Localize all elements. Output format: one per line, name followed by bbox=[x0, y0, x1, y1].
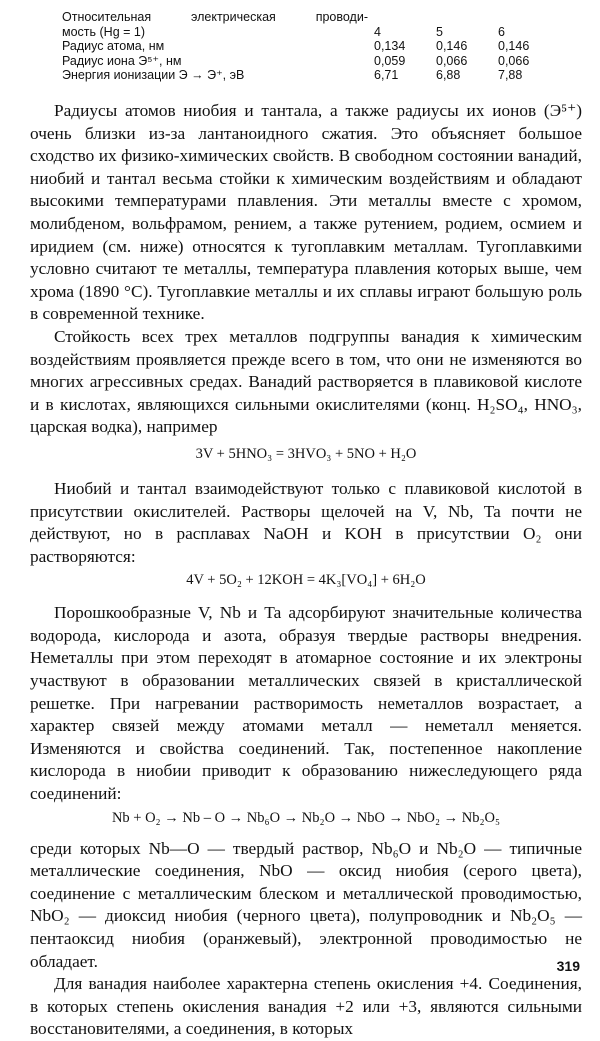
paragraph-oxidation-states: Для ванадия наиболее характерна степень окисления +4. Соединения, в которых степень окисления ванадия +2 или +3, являются сильными восстановителями, а соединения, в которых bbox=[30, 974, 582, 1039]
value-nb: 6,88 bbox=[436, 68, 461, 82]
value-v: 0,134 bbox=[374, 39, 406, 53]
row-label: Радиус иона Э⁵⁺, нм bbox=[62, 53, 182, 68]
equation-vanadium-nitric-acid: 3V + 5HNO₃ = 3HVO₃ + 5NO + H₂O bbox=[195, 445, 417, 462]
table-row bbox=[62, 54, 582, 69]
value-ta: 7,88 bbox=[498, 68, 523, 82]
table-row bbox=[62, 39, 582, 54]
paragraph-niobium-oxides: среди которых Nb—O — твердый раствор, Nb₆O и Nb₂O — типичные металлические соединения, NbO — оксид ниобия (серого цвета), соединение с металлическим блеском и металлической проводимостью, NbO₂ — диоксид ниобия (черного цвета), полупроводник и Nb₂O₅ — пентаоксид ниобия (оранжевый), электронной проводимостью не обладает. bbox=[30, 838, 582, 971]
value-v: 0,059 bbox=[374, 53, 406, 68]
paragraph-atomic-radii: Радиусы атомов ниобия и тантала, а также радиусы их ионов (Э⁵⁺) очень близки из-за лантаноидного сжатия. Это объясняет большое сходство их физико-химических свойств. В свободном состоянии ванадий, ниобий и тантал весьма стойки к химическим воздействиям и обладают высокими температурами плавления. Эти металлы вместе с хромом, молибденом, вольфрамом, рением, а также рутением, родием, осмием и иридием (см. ниже) относятся к тугоплавким металлам. Тугоплавкими условно считают те металлы, температура плавления которых выше, чем хрома (1890 °С). Тугоплавкие металлы и их сплавы играют большую роль в современной технике. bbox=[30, 101, 582, 324]
row-label: Энергия ионизации Э → Э⁺, эВ bbox=[62, 68, 245, 82]
value-nb: 0,066 bbox=[436, 53, 468, 68]
paragraph-niobium-tantalum: Ниобий и тантал взаимодействуют только с плавиковой кислотой в присутствии окислителей. Растворы щелочей на V, Nb, Ta почти не действуют, но в расплавах NaOH и KOH в присутствии O₂ они растворяются: bbox=[30, 478, 582, 566]
paragraph-adsorption: Порошкообразные V, Nb и Ta адсорбируют значительные количества водорода, кислорода и азота, образуя твердые растворы внедрения. Неметаллы при этом переходят в атомарное состояние и их электроны участвуют в образовании металлических связей в кристаллической решетке. При нагревании растворимость неметаллов возрастает, а характер связей между атомами металл — неметалл меняется. Изменяются и свойства соединений. Так, постепенное накопление кислорода в ниобии приводит к образованию нижеследующего ряда соединений: bbox=[30, 603, 582, 804]
value-ta: 0,146 bbox=[498, 39, 530, 53]
paragraph-chemical-resistance: Стойкость всех трех металлов подгруппы ванадия к химическим воздействиям проявляется прежде всего в том, что они не изменяются во многих агрессивных средах. Ванадий растворяется в плавиковой кислоте и в кислотах, являющихся сильными окислителями (конц. H₂SO₄, HNO₃, царская водка), например bbox=[30, 326, 582, 437]
row-label: Относительная электрическая проводи- bbox=[62, 10, 368, 24]
value-nb: 0,146 bbox=[436, 39, 468, 53]
row-label: мость (Hg = 1) bbox=[62, 24, 146, 39]
value-ta: 6 bbox=[498, 24, 505, 39]
equation-niobium-oxide-series: Nb + O₂ → Nb – O → Nb₆O → Nb₂O → NbO → NbO₂ → Nb₂O₅ bbox=[111, 809, 501, 826]
value-v: 4 bbox=[374, 24, 381, 39]
page-number: 319 bbox=[556, 958, 580, 974]
table-row bbox=[62, 10, 582, 25]
properties-table bbox=[62, 10, 582, 83]
body-text bbox=[30, 100, 582, 1041]
equation-vanadium-alkali-melt: 4V + 5O₂ + 12KOH = 4K₃[VO₄] + 6H₂O bbox=[186, 572, 426, 589]
value-nb: 5 bbox=[436, 24, 443, 39]
value-v: 6,71 bbox=[374, 68, 399, 82]
table-row bbox=[62, 68, 582, 83]
value-ta: 0,066 bbox=[498, 53, 530, 68]
row-label: Радиус атома, нм bbox=[62, 39, 165, 53]
table-row bbox=[62, 25, 582, 40]
